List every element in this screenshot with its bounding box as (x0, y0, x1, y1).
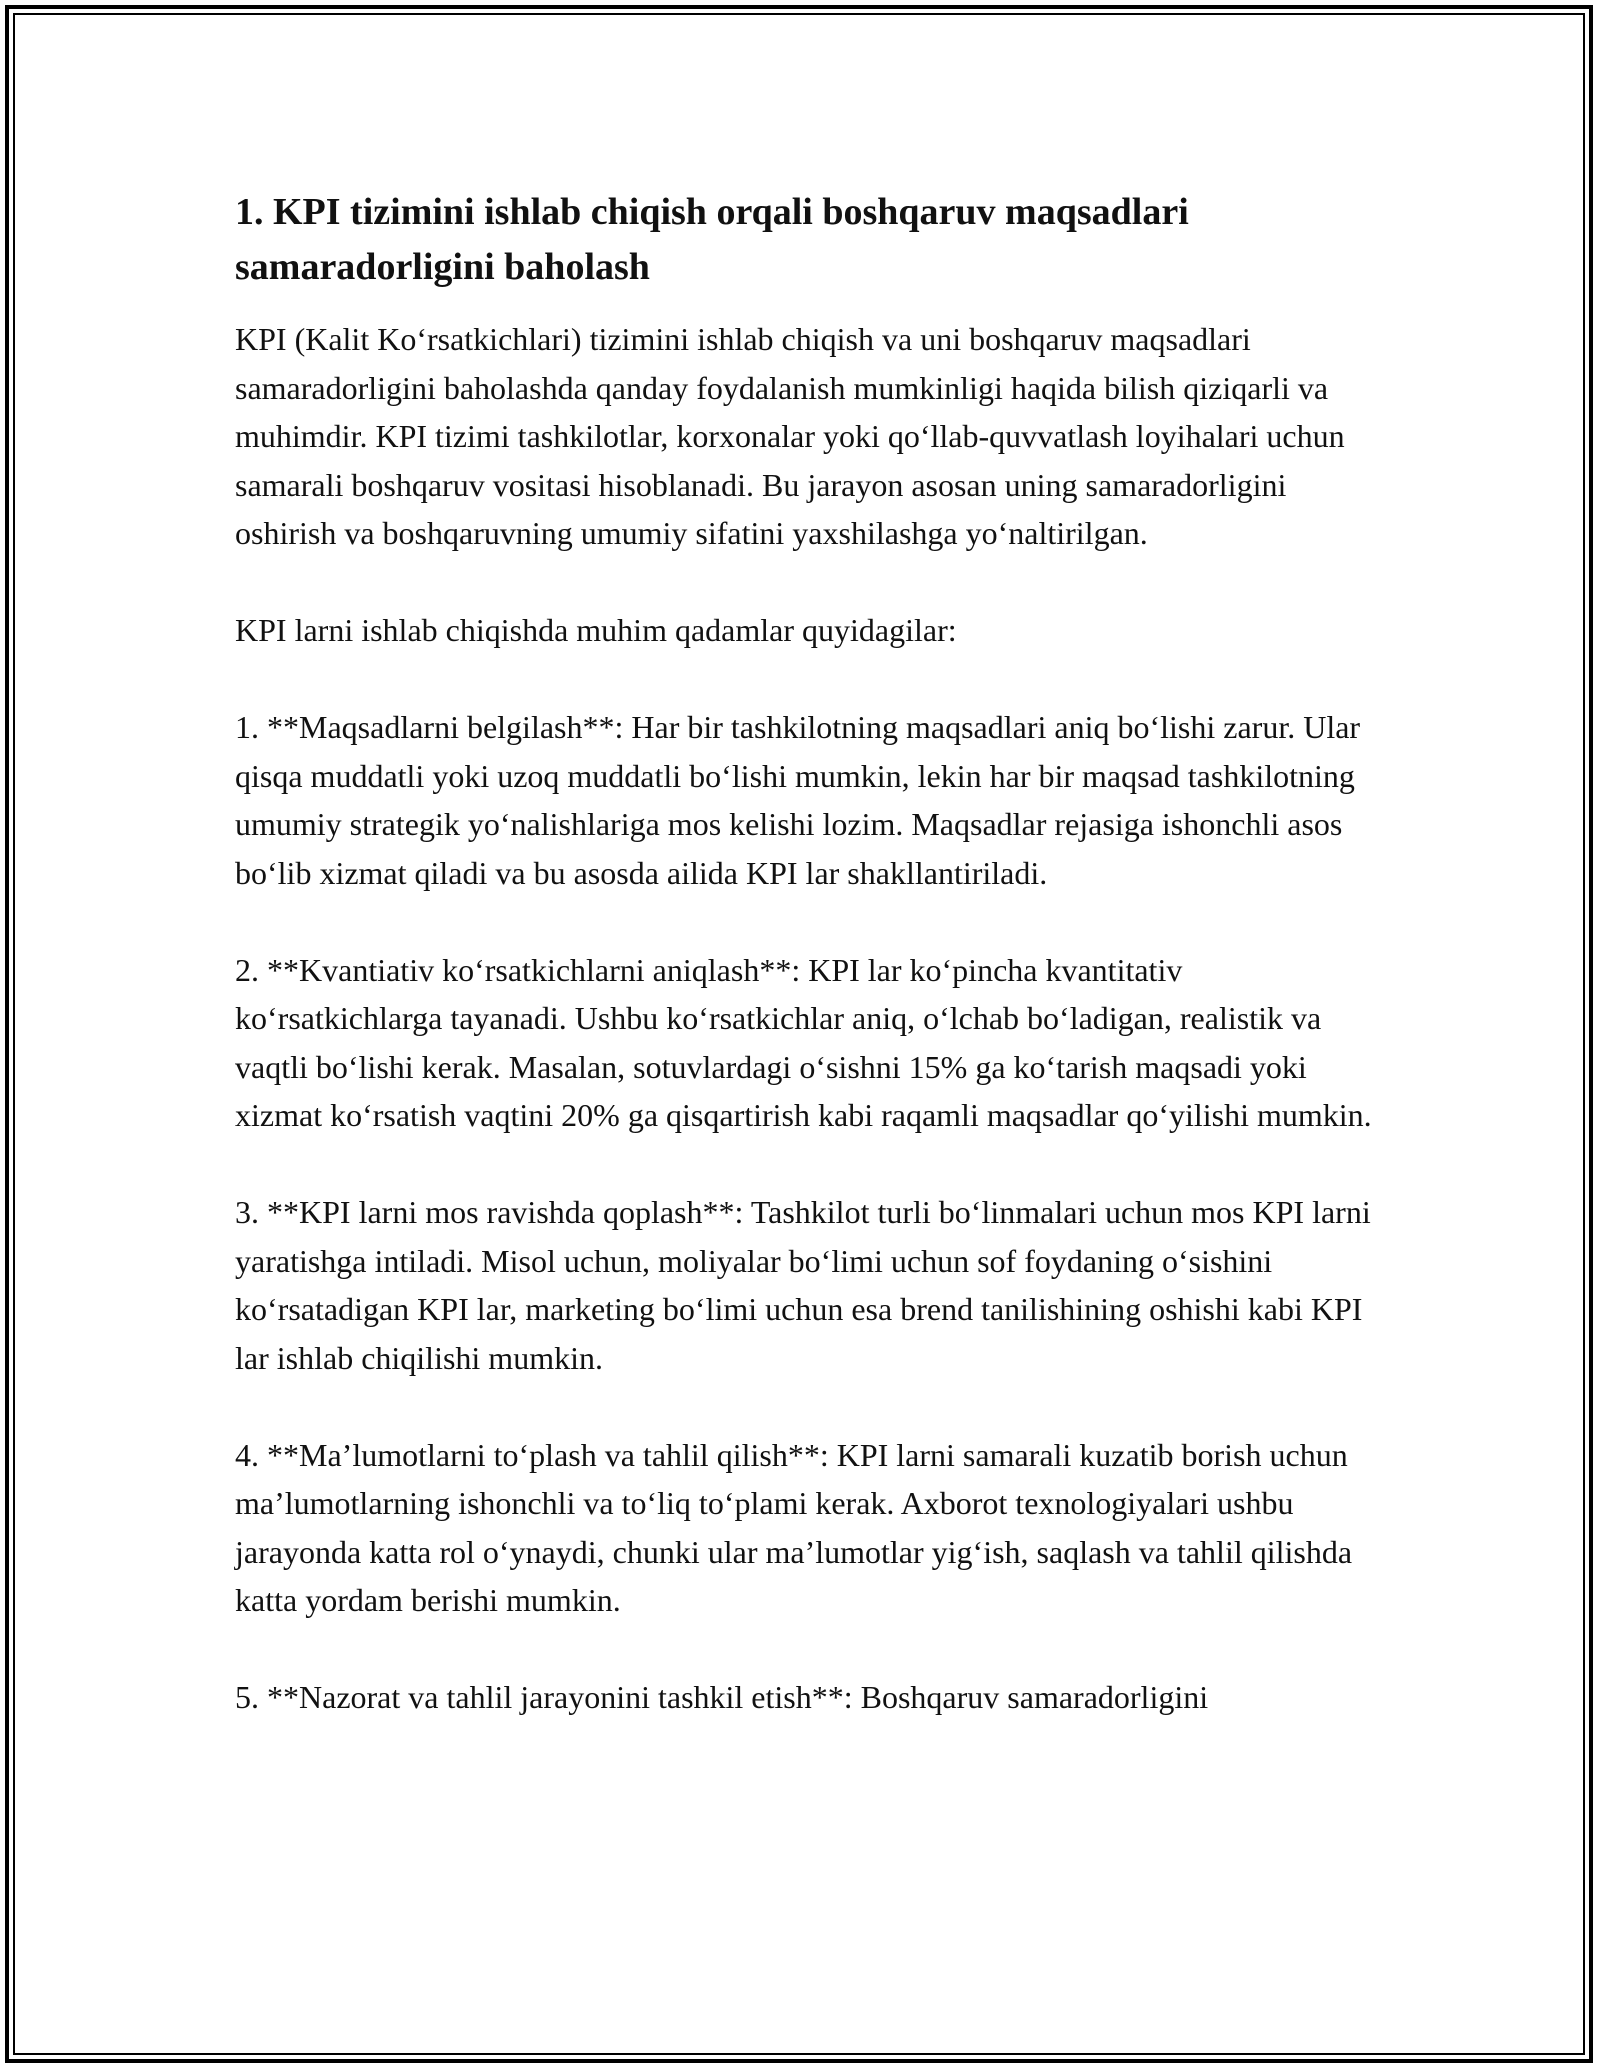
list-item-2: 2. **Kvantiativ ko‘rsatkichlarni aniqlash**: KPI lar ko‘pincha kvantitativ ko‘rsatkichlarga tayanadi. Ushbu ko‘rsatkichlar aniq, o‘lchab bo‘ladigan, realistik va vaqtli bo‘lishi kerak. Masalan, sotuvlardagi o‘sishni 15% ga ko‘tarish maqsadi yoki xizmat ko‘rsatish vaqtini 20% ga qisqartirish kabi raqamli maqsadlar qo‘yilishi mumkin. (235, 951, 1372, 1133)
paragraph-intro: KPI (Kalit Ko‘rsatkichlari) tizimini ishlab chiqish va uni boshqaruv maqsadlari samaradorligini baholashda qanday foydalanish mumkinligi haqida bilish qiziqarli va muhimdir. KPI tizimi tashkilotlar, korxonalar yoki qo‘llab-quvvatlash loyihalari uchun samarali boshqaruv vositasi hisoblanadi. Bu jarayon asosan uning samaradorligini oshirish va boshqaruvning umumiy sifatini yaxshilashga yo‘naltirilgan. (235, 321, 1345, 551)
list-item-4: 4. **Ma’lumotlarni to‘plash va tahlil qilish**: KPI larni samarali kuzatib borish uchun ma’lumotlarning ishonchli va to‘liq to‘plami kerak. Axborot texnologiyalari ushbu jarayonda katta rol o‘ynaydi, chunki ular ma’lumotlar yig‘ish, saqlash va tahlil qilishda katta yordam berishi mumkin. (235, 1436, 1353, 1618)
document-body (235, 185, 1385, 1770)
paragraph-steps-heading: KPI larni ishlab chiqishda muhim qadamlar quyidagilar: (235, 612, 957, 648)
list-item-5: 5. **Nazorat va tahlil jarayonini tashkil etish**: Boshqaruv samaradorligini (235, 1679, 1209, 1715)
list-item-1: 1. **Maqsadlarni belgilash**: Har bir tashkilotning maqsadlari aniq bo‘lishi zarur. Ular qisqa muddatli yoki uzoq muddatli bo‘lishi mumkin, lekin har bir maqsad tashkilotning umumiy strategik yo‘nalishlariga mos kelishi lozim. Maqsadlar rejasiga ishonchli asos bo‘lib xizmat qiladi va bu asosda ailida KPI lar shakllantiriladi. (235, 709, 1361, 891)
list-item-3: 3. **KPI larni mos ravishda qoplash**: Tashkilot turli bo‘linmalari uchun mos KPI larni yaratishga intiladi. Misol uchun, moliyalar bo‘limi uchun sof foydaning o‘sishini ko‘rsatadigan KPI lar, marketing bo‘limi uchun esa brend tanilishining oshishi kabi KPI lar ishlab chiqilishi mumkin. (235, 1194, 1371, 1376)
document-title: 1. KPI tizimini ishlab chiqish orqali boshqaruv maqsadlari samaradorligini baholash (235, 191, 1189, 288)
